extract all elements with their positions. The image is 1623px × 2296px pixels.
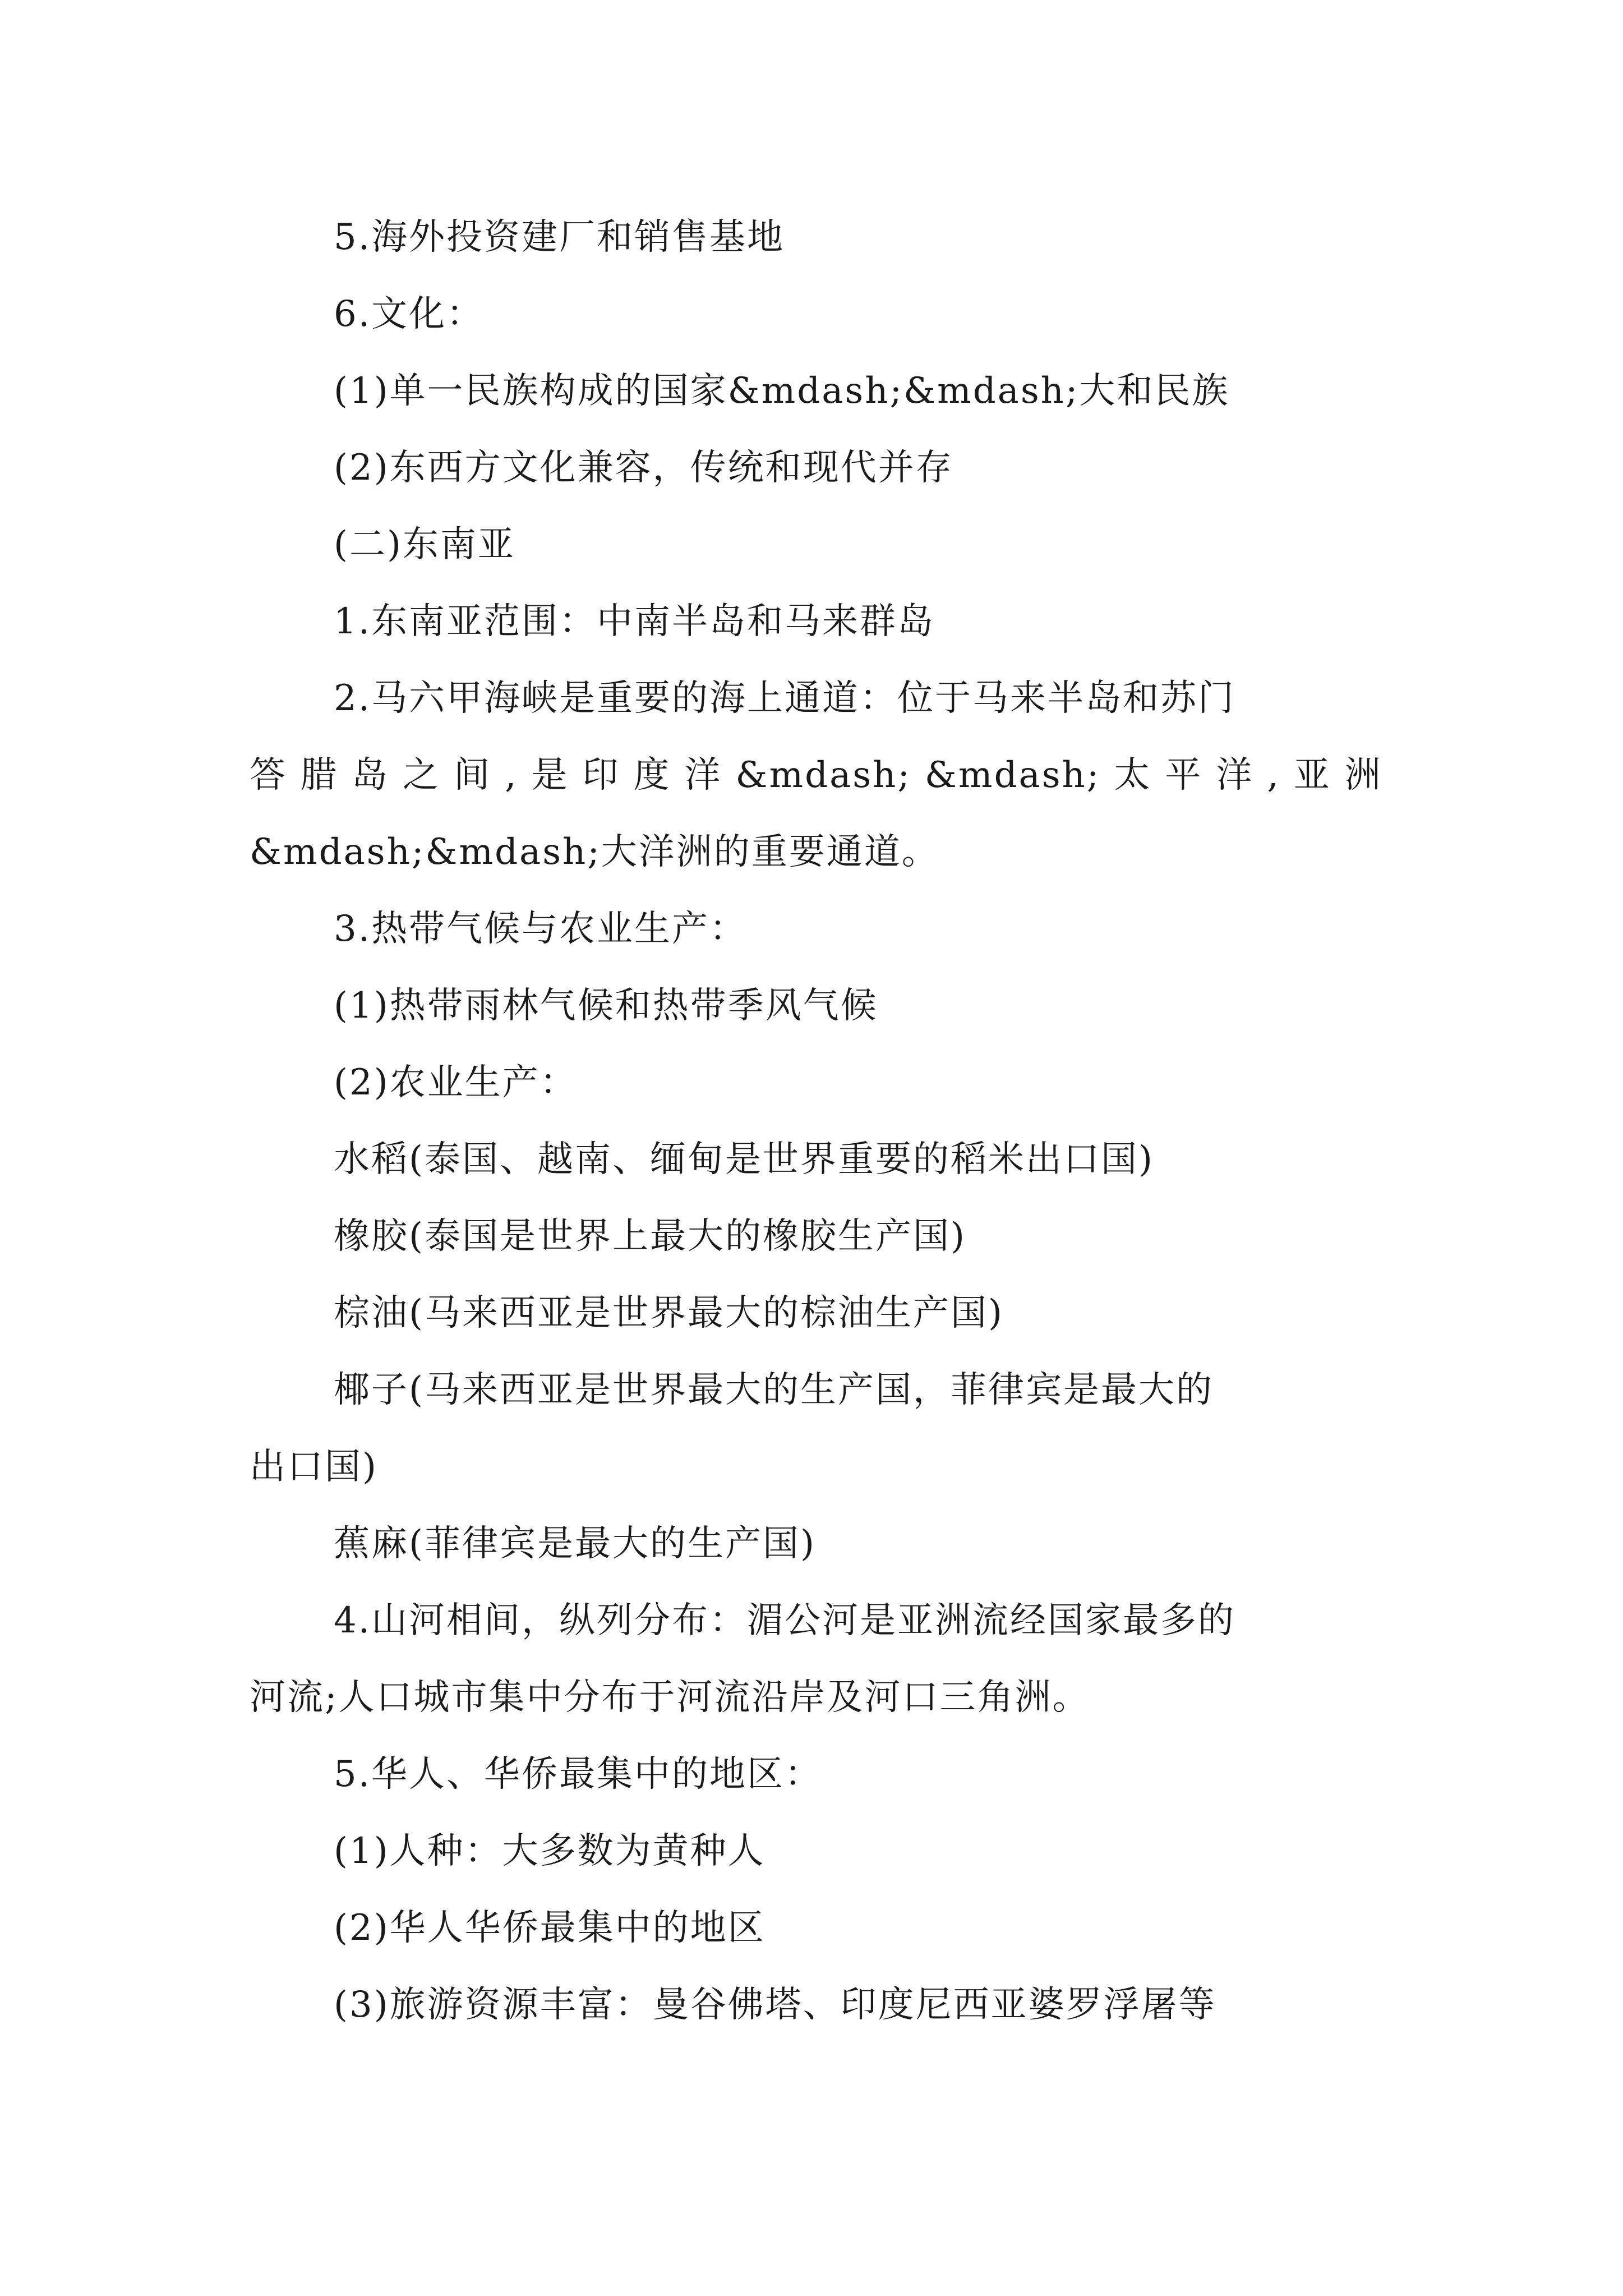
text-line: (1)单一民族构成的国家&mdash;&mdash;大和民族 xyxy=(334,370,1230,412)
text-line: 6.文化： xyxy=(334,293,485,335)
justified-char: 答 xyxy=(250,754,287,796)
justified-line xyxy=(250,737,1382,814)
justified-char: 亚 xyxy=(1293,754,1331,796)
justified-char: 之 xyxy=(403,754,441,796)
justified-char: , xyxy=(505,754,518,796)
text-line: 水稻(泰国、越南、缅甸是世界重要的稻米出口国) xyxy=(334,1139,1154,1180)
text-line: 棕油(马来西亚是世界最大的棕油生产国) xyxy=(334,1292,1004,1334)
justified-char: 度 xyxy=(633,754,671,796)
justified-char: 洋 xyxy=(1216,754,1254,796)
justified-char: 平 xyxy=(1165,754,1203,796)
text-line: 3.热带气候与农业生产： xyxy=(334,908,748,950)
text-line: &mdash;&mdash;大洋洲的重要通道。 xyxy=(250,831,939,873)
text-line: 河流;人口城市集中分布于河流沿岸及河口三角洲。 xyxy=(250,1677,1090,1718)
text-line: 5.华人、华侨最集中的地区： xyxy=(334,1754,823,1795)
justified-char: 洋 xyxy=(684,754,722,796)
justified-char: &mdash; xyxy=(735,754,911,796)
text-line: 橡胶(泰国是世界上最大的橡胶生产国) xyxy=(334,1216,966,1257)
text-line: (1)人种：大多数为黄种人 xyxy=(334,1830,766,1872)
justified-char: 岛 xyxy=(352,754,390,796)
document-body xyxy=(250,199,1382,2044)
text-line: 4.山河相间，纵列分布：湄公河是亚洲流经国家最多的 xyxy=(334,1600,1236,1641)
text-line: (2)东西方文化兼容，传统和现代并存 xyxy=(334,447,953,489)
justified-char: &mdash; xyxy=(924,754,1101,796)
justified-char: , xyxy=(1267,754,1280,796)
text-line: 5.海外投资建厂和销售基地 xyxy=(334,217,785,258)
text-line: 出口国) xyxy=(250,1446,378,1488)
justified-char: 印 xyxy=(582,754,620,796)
text-line: (2)农业生产： xyxy=(334,1062,578,1103)
text-line: 1.东南亚范围：中南半岛和马来群岛 xyxy=(334,601,935,642)
justified-char: 腊 xyxy=(301,754,339,796)
text-line: (3)旅游资源丰富：曼谷佛塔、印度尼西亚婆罗浮屠等 xyxy=(334,1984,1216,2026)
text-line: (2)华人华侨最集中的地区 xyxy=(334,1907,766,1949)
justified-char: 是 xyxy=(531,754,569,796)
section-heading: (二)东南亚 xyxy=(334,524,515,565)
text-line: 蕉麻(菲律宾是最大的生产国) xyxy=(334,1523,816,1565)
text-line: 椰子(马来西亚是世界最大的生产国，菲律宾是最大的 xyxy=(334,1369,1214,1411)
justified-char: 间 xyxy=(454,754,492,796)
justified-char: 洲 xyxy=(1344,754,1382,796)
text-line: (1)热带雨林气候和热带季风气候 xyxy=(334,985,878,1027)
justified-char: 太 xyxy=(1114,754,1152,796)
text-line: 2.马六甲海峡是重要的海上通道：位于马来半岛和苏门 xyxy=(334,678,1236,719)
